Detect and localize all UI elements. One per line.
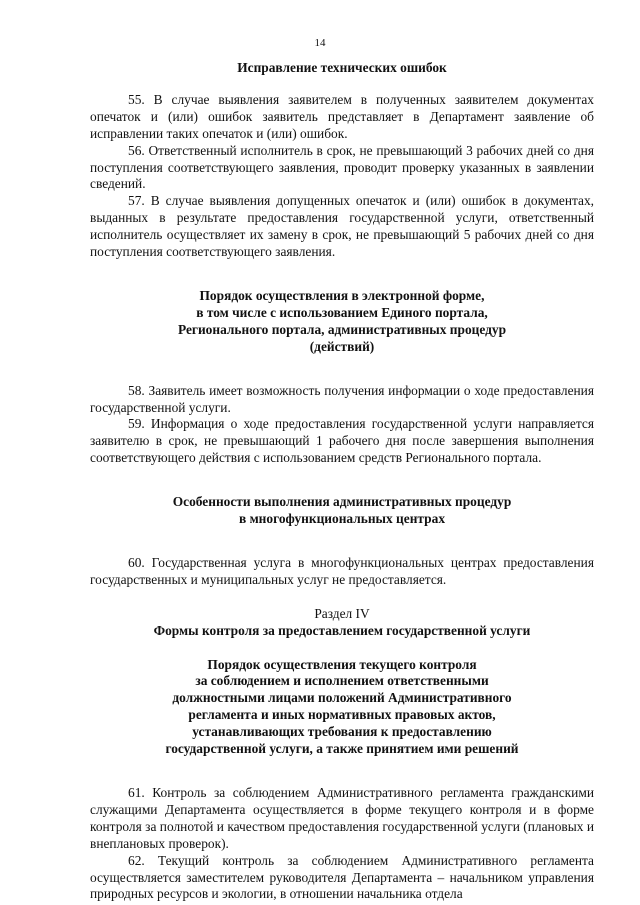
paragraph-55: 55. В случае выявления заявителем в полученных заявителем документах опечаток и (или) ошибок заявитель представляет в Департамент заявление об исправлении таких опечаток и (или) ошибок.: [90, 91, 594, 141]
heading-line: в многофункциональных центрах: [238, 511, 446, 527]
heading-line: (действий): [309, 338, 375, 354]
heading-line: Особенности выполнения административных процедур: [172, 494, 512, 510]
page-number: 14: [314, 37, 326, 49]
heading-electronic-form: [90, 288, 594, 356]
heading-line: Порядок осуществления в электронной форме,: [199, 287, 485, 303]
heading-line: в том числе с использованием Единого портала,: [196, 304, 488, 320]
heading-mfc-features: [90, 494, 594, 528]
paragraph-60: 60. Государственная услуга в многофункциональных центрах предоставления государственных и муниципальных услуг не предоставляется.: [90, 554, 594, 587]
paragraph-56: 56. Ответственный исполнитель в срок, не превышающий 3 рабочих дней со дня поступления соответствующего заявления, проводит проверку указанных в заявлении сведений.: [90, 142, 594, 192]
paragraph-59: 59. Информация о ходе предоставления государственной услуги направляется заявителю в срок, не превышающий 1 рабочего дня после завершения выполнения соответствующего действия с использованием средств Регионального портала.: [90, 416, 594, 466]
heading-line: должностными лицами положений Административного: [172, 690, 512, 706]
heading-line: государственной услуги, а также принятием ими решений: [165, 741, 519, 757]
heading-technical-errors: Исправление технических ошибок: [237, 60, 447, 75]
section-title: Формы контроля за предоставлением государственной услуги: [153, 622, 531, 638]
heading-current-control: [90, 657, 594, 758]
section-label: Раздел IV: [314, 605, 370, 621]
paragraph-57: 57. В случае выявления допущенных опечаток и (или) ошибок в документах, выданных в результате предоставления государственной услуги, ответственный исполнитель осуществляет их замену в срок, не превышающий 5 рабочих дней со дня поступления соответствующего заявления.: [90, 193, 594, 260]
heading-line: регламента и иных нормативных правовых актов,: [188, 707, 496, 723]
paragraph-62: 62. Текущий контроль за соблюдением Административного регламента осуществляется заместителем руководителя Департамента – начальником управления природных ресурсов и экологии, в отношении начальника отдела: [90, 852, 594, 902]
heading-line: Регионального портала, административных процедур: [177, 321, 507, 337]
heading-line: устанавливающих требования к предоставлению: [192, 724, 492, 740]
heading-line: за соблюдением и исполнением ответственными: [195, 673, 489, 689]
paragraph-61: 61. Контроль за соблюдением Административного регламента гражданскими служащими Департамента осуществляется в форме текущего контроля и в форме контроля за полнотой и качеством предоставления государственной услуги (плановых и внеплановых проверок).: [90, 785, 594, 851]
heading-line: Порядок осуществления текущего контроля: [207, 656, 477, 672]
paragraph-58: 58. Заявитель имеет возможность получения информации о ходе предоставления государственной услуги.: [90, 382, 594, 415]
document-body: [90, 60, 594, 903]
